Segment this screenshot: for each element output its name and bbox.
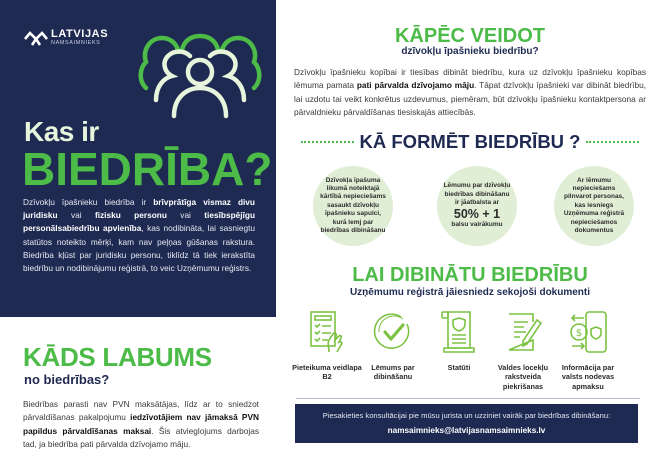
document-label: Valdes locekļu rakstveida piekrišanas [497,363,549,391]
body-text: . Šis atvieglojums darbojas tad, ja biedrība pati pārvalda dzīvojamo māju. [23,425,259,450]
how-steps [313,166,643,246]
emphasis-text: iedzīvotājiem nav jāmaksā PVN papildus pārvaldīšanas maksai [23,412,259,436]
statutes-scroll-icon [439,310,479,354]
people-group-icon [136,28,264,120]
document-item [422,310,496,372]
signed-document-icon [503,310,543,354]
contact-banner [295,404,638,443]
emphasis-text: tiesībspējīgu personālsabiedrību apvienība [23,210,256,234]
logo-sub-text: NAMSAIMNIEKS [51,40,101,46]
document-item [551,310,625,391]
step-text-pre: Lēmumu par dzīvokļu biedrības dibināšanu ir jāatbalsta ar [443,182,511,206]
why-description [294,66,646,120]
documents-list [290,310,660,390]
benefit-title: KĀDS LABUMS [23,342,212,372]
step-circle-1 [313,166,393,246]
body-text: Dzīvokļu īpašnieku biedrība ir [23,197,154,207]
document-item [486,310,560,391]
svg-text:$: $ [575,328,583,339]
why-title: KĀPĒC VEIDOT [394,25,546,47]
application-form-icon [307,310,347,354]
hero-panel [0,0,276,317]
benefit-subtitle: no biedrības? [24,372,110,387]
documents-title: LAI DIBINĀTU BIEDRĪBU [352,264,588,286]
step-majority-value: 50% + 1 [453,207,501,222]
body-text: vai [166,210,205,221]
step-circle-2 [437,166,517,246]
document-label: Lēmums par dibināšanu [371,363,415,382]
dotted-divider-left [301,141,354,143]
step-text: Dzīvokļa īpašuma likumā noteiktajā kārtībā nepieciešams sasaukt dzīvokļu īpašnieku sapulci, kurā lemj par biedrības dibināšanu [320,176,386,235]
document-label: Pieteikuma veidlapa B2 [292,363,362,382]
contact-text: Piesakieties konsultācijai pie mūsu jurista un uzziniet vairāk par biedrības dibināšanu: [322,411,611,420]
body-text: Dzīvokļu īpašnieku kopībai ir tiesības dibināt biedrību, kura uz dzīvokļu īpašnieku kopības lēmuma pamata [294,67,646,91]
step-text: Ar lēmumu nepieciešams pilnvarot personas, kas iesniegs Uzņēmuma reģistrā nepieciešamos dokumentus [563,176,625,235]
step-text-post: balsu vairākumu [451,221,503,229]
body-text: . Tāpat dzīvokļu īpašnieki var dibināt biedrību, lai uzdotu tai veikt konkrētus uzdevumus, piemēram, būt dzīvokļu īpašnieku kontaktpersona ar pārvaldnieku pārvaldīšanas tiesiskajās attiecībās. [294,80,646,118]
section-divider [296,398,640,399]
document-item [290,310,364,382]
checkmark-circle-icon [373,310,413,354]
benefit-description [23,398,259,452]
how-title: KĀ FORMĒT BIEDRĪBU ? [359,131,581,152]
document-label: Statūti [447,363,471,372]
hero-kicker: Kas ir [24,116,99,147]
dotted-divider-right [586,141,639,143]
why-subtitle: dzīvokļu īpašnieku biedrību? [401,46,539,57]
step-circle-3 [554,166,634,246]
how-heading [295,131,645,153]
body-text: vai [57,210,95,221]
contact-email-link[interactable]: namsaimnieks@latvijasnamsaimnieks.lv [387,426,546,435]
body-text: Biedrības parasti nav PVN maksātājas, līdz ar to sniedzot pārvaldīšanas pakalpojumu [23,399,259,423]
payment-phone-icon [568,310,608,354]
hero-description [23,196,255,275]
hero-title: BIEDRĪBA? [22,143,273,195]
logo-main-text: LATVIJAS [51,28,109,40]
roof-logo-icon [24,30,48,46]
document-item [356,310,430,382]
body-text: , kas nodibināta, lai sasniegtu statūtos noteikto mērķi, kam nav peļņas gūšanas rakstura. Biedrība kļūst par juridisku personu, tiklīdz tā tiek ierakstīta biedrību un nodibinājumu reģistrā, to veic Uzņēmumu reģistrs. [23,223,255,274]
emphasis-text: fizisku personu [94,210,167,221]
document-label: Informācija par valsts nodevas apmaksu [561,363,615,391]
brand-logo [24,29,108,47]
emphasis-text: pati pārvalda dzīvojamo māju [356,80,475,91]
documents-subtitle: Uzņēmumu reģistrā jāiesniedz sekojoši dokumenti [349,287,591,298]
emphasis-text: brīvprātīga vismaz divu juridisku [23,197,255,221]
